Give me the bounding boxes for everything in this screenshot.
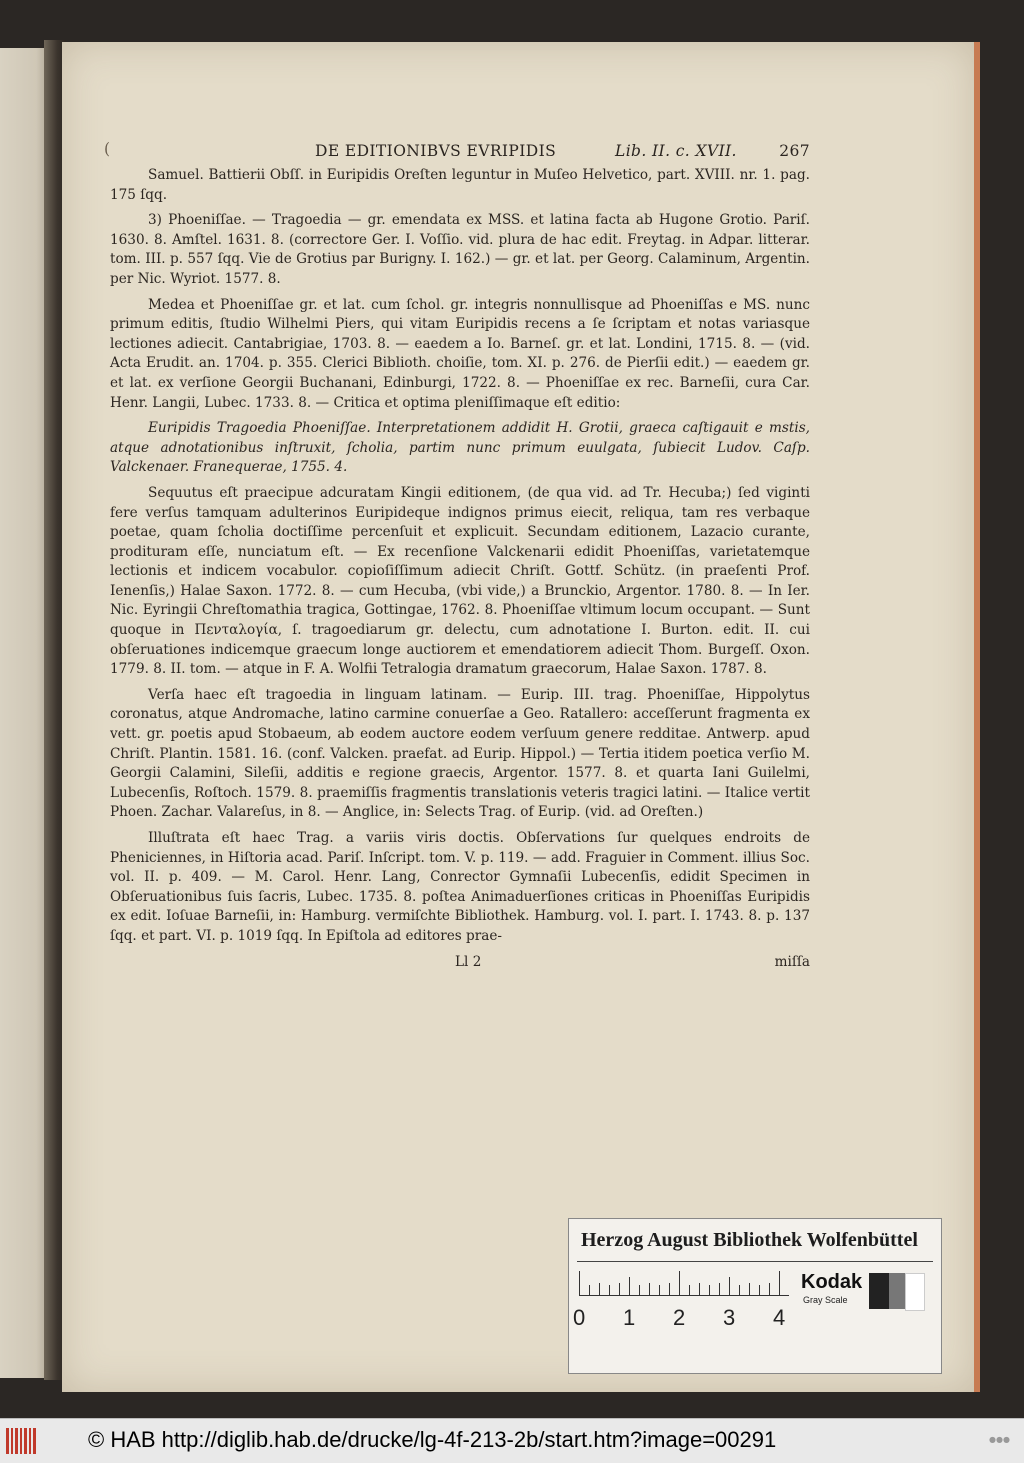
page-number: 267 bbox=[779, 142, 810, 160]
gray-scale-label: Gray Scale bbox=[803, 1295, 848, 1305]
paragraph-3: Medea et Phoeniſſae gr. et lat. cum ſchol. gr. integris nonnullisque ad Phoeniſſas e MS. nunc primum editis, ſtudio Wilhelmi Piers, qui vitam Euripidis recens a ſe ſcriptam et notas variasque lectiones adiecit. Cantabrigiae, 1703. 8. — eaedem a Io. Barneſ. gr. et lat. Londini, 1715. 8. — (vid. Acta Erudit. an. 1704. p. 355. Clerici Biblioth. choiſie, tom. XI. p. 276. de Pierſii edit.) — eaedem gr. et lat. ex verſione Georgii Buchanani, Edinburgi, 1722. 8. — Phoeniſſae ex rec. Barneſii, cura Car. Henr. Langii, Lubec. 1733. 8. — Critica et optima pleniſſimaque eſt editio: bbox=[110, 296, 810, 411]
hab-logo-icon bbox=[6, 1428, 36, 1454]
swatch-black bbox=[869, 1273, 889, 1309]
scale-number: 4 bbox=[773, 1305, 786, 1330]
chapter-reference: Lib. II. c. XVII. bbox=[615, 142, 737, 160]
library-name: Herzog August Bibliothek Wolfenbüttel bbox=[581, 1229, 918, 1251]
page-text bbox=[104, 140, 810, 975]
menu-dots-icon[interactable]: ●●● bbox=[989, 1435, 1010, 1444]
paragraph-7: Illuſtrata eſt haec Trag. a variis viris doctis. Obſervations ſur quelques endroits de Pheniciennes, in Hiſtoria acad. Pariſ. Inſcript. tom. V. p. 119. — add. Fraguier in Comment. illius Soc. vol. II. p. 409. — M. Carol. Henr. Lang, Conrector Gymnaſii Lubecenſis, edidit Specimen in Obſeruationibus ſuis ſacris, Lubec. 1735. 8. poſtea Animaduerſiones criticas in Phoeniſſas Euripidis ex edit. Ioſuae Barneſii, in: Hamburg. vermiſchte Bibliothek. Hamburg. vol. I. part. I. 1743. 8. p. 137 ſqq. et part. VI. p. 1019 ſqq. In Epiſtola ad editores prae- bbox=[110, 830, 810, 944]
scale-number: 3 bbox=[723, 1305, 736, 1330]
library-color-card bbox=[568, 1218, 942, 1374]
paragraph-2: 3) Phoeniſſae. — Tragoedia — gr. emendata ex MSS. et latina facta ab Hugone Grotio. Pariſ. 1630. 8. Amſtel. 1631. 8. (correctore Ger. I. Voſſio. vid. plura de hac edit. Freytag. in Adpar. litterar. tom. III. p. 557 ſqq. Vie de Grotius par Burigny. I. 162.) — gr. et lat. per Georg. Calaminum, Argentin. per Nic. Wyriot. 1577. 8. bbox=[110, 212, 810, 287]
paragraph-6: Verſa haec eſt tragoedia in linguam latinam. — Eurip. III. trag. Phoeniſſae, Hippolytus coronatus, atque Andromache, latino carmine conuerſae a Geo. Ratallero: acceſſerunt fragmenta ex vett. gr. poetis apud Stobaeum, ab eodem auctore eodem verſuum genere redditae. Antwerp. apud Chriſt. Plantin. 1581. 16. (conf. Valcken. praefat. ad Eurip. Hippol.) — Tertia itidem poetica verſio M. Georgii Calamini, Sileſii, additis e regione graecis, Argentor. 1577. 8. et quarta Iani Guilelmi, Lubecenſis, Roſtoch. 1579. 8. praemiſſis fragmentis translationis veteris tragici latini. — Italice vertit Phoen. Zachar. Valareſus, in 8. — Anglice, in: Selects Trag. of Eurip. (vid. ad Oreſten.) bbox=[110, 686, 810, 821]
paragraph-1: Samuel. Battierii Obſſ. in Euripidis Oreſten leguntur in Muſeo Helvetico, part. XVIII. nr. 1. pag. 175 ſqq. bbox=[110, 167, 810, 203]
paragraph-5: Sequutus eſt praecipue adcuratam Kingii editionem, (de qua vid. ad Tr. Hecuba;) ſed viginti fere verſus tamquam adulterinos Euripideque indignos primus eiecit, reliqua, tam res verbaque poetae, quam ſcholia doctiſſime percenſuit et explicuit. Secundam editionem, Lazacio curante, prodituram eſſe, nunciatum eſt. — Ex recenſione Valckenarii edidit Phoeniſſas, varietatemque lectionis et indicem vocabulor. copioſiſſimum adiecit Chriſt. Gottf. Schütz. (in praeſenti Prof. Ienenſis,) Halae Saxon. 1772. 8. — cum Hecuba, (vbi vide,) a Brunckio, Argentor. 1780. 8. — In Ier. Nic. Eyringii Chreſtomathia tragica, Gottingae, 1762. 8. Phoeniſſae vltimum locum occupant. — Sunt quoque in Πενταλογία, ſ. tragoediarum gr. delectu, cum adnotatione I. Burton. edit. II. cui obſeruationes indicemque graecum longe auctiorem et emendatiorem adiecit Thom. Burgeſſ. Oxon. 1779. 8. II. tom. — atque in F. A. Wolfii Tetralogia dramatum graecorum, Halae Saxon. 1787. 8. bbox=[110, 484, 810, 678]
kodak-logo: Kodak bbox=[801, 1271, 863, 1293]
catchword: miſſa bbox=[774, 953, 810, 970]
page-footer bbox=[110, 953, 810, 975]
viewer-footer bbox=[0, 1418, 1024, 1463]
swatch-white bbox=[905, 1273, 925, 1311]
scale-ruler bbox=[579, 1271, 789, 1296]
swatch-gray bbox=[889, 1273, 905, 1309]
scale-number: 1 bbox=[623, 1305, 636, 1330]
running-title: DE EDITIONIBVS EVRIPIDIS bbox=[315, 142, 557, 160]
signature-mark: Ll 2 bbox=[455, 953, 482, 970]
scale-number: 0 bbox=[573, 1305, 586, 1330]
card-divider bbox=[577, 1261, 933, 1262]
margin-mark: ( bbox=[104, 140, 111, 158]
copyright-link[interactable]: © HAB http://diglib.hab.de/drucke/lg-4f-213-2b/start.htm?image=00291 bbox=[88, 1427, 777, 1452]
running-header bbox=[104, 140, 810, 166]
paragraph-4: Euripidis Tragoedia Phoeniſſae. Interpretationem addidit H. Grotii, graeca caſtigauit e mstis, atque adnotationibus inſtruxit, ſcholia, partim nunc primum euulgata, ſubiecit Ludov. Caſp. Valckenaer. Franequerae, 1755. 4. bbox=[110, 420, 810, 476]
scale-number: 2 bbox=[673, 1305, 686, 1330]
